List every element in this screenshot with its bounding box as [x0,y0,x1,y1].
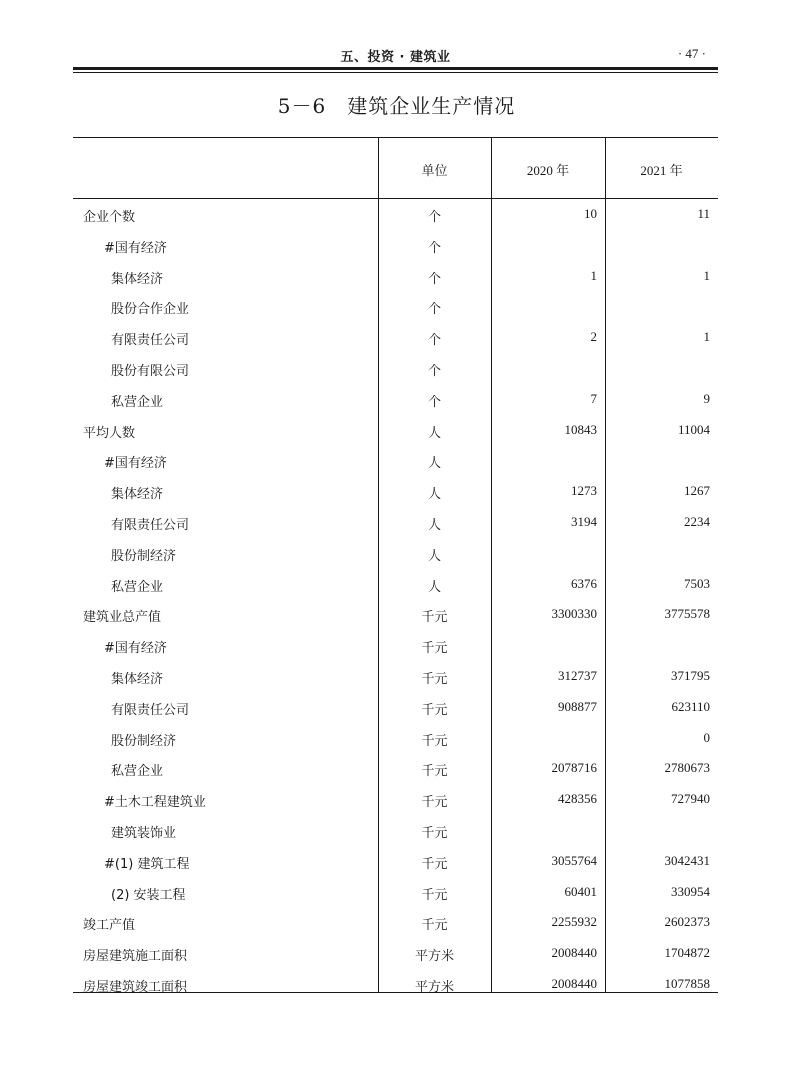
row-value-2021: 1 [703,267,710,283]
table-top-rule [73,137,718,138]
row-value-2020: 60401 [564,883,597,899]
row-value-2021: 0 [703,729,710,745]
row-label: 房屋建筑施工面积 [83,949,188,965]
table-row [73,937,718,968]
row-unit: 人 [427,517,441,533]
row-unit: 人 [427,456,441,472]
row-value-2021: 1077858 [664,975,710,991]
running-header [73,44,718,66]
row-value-2021: 7503 [684,575,710,591]
row-value-2021: 623110 [671,698,710,714]
row-label: 建筑业总产值 [83,610,162,626]
row-unit: 人 [427,487,441,503]
row-label: 房屋建筑竣工面积 [83,979,188,995]
row-unit: 千元 [421,610,448,626]
table-row [73,722,718,753]
row-label: 有限责任公司 [111,333,190,349]
table-row [73,752,718,783]
table-row [73,906,718,937]
row-unit: 千元 [421,825,448,841]
row-unit: 千元 [421,918,448,934]
row-label: #国有经济 [104,456,167,472]
table-row [73,537,718,568]
row-value-2021: 1704872 [664,945,710,961]
page-number: · 47 · [677,46,706,61]
table-row [73,629,718,660]
row-value-2020: 3055764 [551,852,597,868]
row-value-2021: 727940 [671,791,710,807]
row-unit: 千元 [421,795,448,811]
row-label: 有限责任公司 [111,702,190,718]
table-row [73,198,718,229]
table-row [73,876,718,907]
row-value-2020: 2008440 [551,975,597,991]
row-unit: 平方米 [414,949,454,965]
row-unit: 平方米 [414,979,454,995]
row-value-2021: 9 [703,390,710,406]
row-value-2020: 428356 [558,791,597,807]
table-title: 5－6 建筑企业生产情况 [277,94,516,118]
header-rule-thin [73,72,718,73]
table-row [73,598,718,629]
row-value-2020: 1273 [571,483,597,499]
row-label: 集体经济 [111,487,164,503]
table-body [73,198,718,994]
row-label: 有限责任公司 [111,517,190,533]
row-value-2021: 3775578 [664,606,710,622]
row-value-2020: 10843 [564,421,597,437]
row-value-2021: 11004 [677,421,710,437]
row-value-2020: 2255932 [551,914,597,930]
row-value-2020: 3300330 [551,606,597,622]
row-unit: 人 [427,579,441,595]
table-row [73,845,718,876]
table-row [73,814,718,845]
row-unit: 千元 [421,764,448,780]
row-value-2020: 908877 [558,698,597,714]
row-unit: 个 [427,333,441,349]
table-row [73,783,718,814]
row-unit: 人 [427,425,441,441]
row-value-2020: 2008440 [551,945,597,961]
table-row [73,414,718,445]
row-label: 股份制经济 [111,733,177,749]
row-unit: 个 [427,240,441,256]
row-value-2020: 3194 [571,513,597,529]
row-label: 股份制经济 [111,548,177,564]
row-unit: 千元 [421,887,448,903]
row-label: 股份有限公司 [111,363,190,379]
row-value-2021: 2780673 [664,760,710,776]
table-row [73,691,718,722]
row-value-2020: 10 [584,206,597,221]
row-label: 私营企业 [111,579,164,595]
row-unit: 千元 [421,641,448,657]
row-unit: 人 [427,548,441,564]
row-value-2020: 7 [590,390,597,406]
row-value-2021: 371795 [671,667,710,683]
row-label: 集体经济 [111,671,164,687]
row-value-2021: 3042431 [664,852,710,868]
row-label: #土木工程建筑业 [104,795,206,811]
row-label: 私营企业 [111,394,164,410]
row-label: 建筑装饰业 [111,825,177,841]
column-header-unit: 单位 [421,163,448,178]
row-value-2020: 2 [590,329,597,345]
row-value-2020: 6376 [571,575,597,591]
row-label: #国有经济 [104,641,167,657]
column-header-2021: 2021 年 [640,163,683,178]
row-value-2020: 1 [590,267,597,283]
table-row [73,383,718,414]
row-value-2021: 11 [697,206,710,221]
table-row [73,444,718,475]
row-value-2021: 330954 [671,883,710,899]
table-row [73,229,718,260]
row-unit: 千元 [421,702,448,718]
row-unit: 个 [427,271,441,287]
row-unit: 千元 [421,856,448,872]
table-row [73,475,718,506]
row-label: 企业个数 [83,210,136,225]
row-label: #国有经济 [104,240,167,256]
row-value-2021: 2234 [684,513,710,529]
row-label: (2) 安装工程 [111,887,186,903]
row-label: 私营企业 [111,764,164,780]
row-label: 集体经济 [111,271,164,287]
table-row [73,260,718,291]
column-header-2020: 2020 年 [526,163,570,178]
row-unit: 千元 [421,671,448,687]
table-row [73,568,718,599]
row-unit: 千元 [421,733,448,749]
table-row [73,290,718,321]
row-value-2021: 1 [703,329,710,345]
row-unit: 个 [427,302,441,318]
row-label: 平均人数 [83,425,136,441]
table-row [73,506,718,537]
table-row [73,968,718,994]
row-unit: 个 [427,210,441,225]
table-row [73,352,718,383]
table-row [73,321,718,352]
section-title: 五、投资 · 建筑业 [340,50,451,65]
row-value-2021: 2602373 [664,914,710,930]
row-value-2020: 2078716 [551,760,597,776]
row-label: #(1) 建筑工程 [104,856,190,872]
row-label: 股份合作企业 [111,302,190,318]
row-label: 竣工产值 [83,918,136,934]
row-value-2021: 1267 [684,483,710,499]
row-unit: 个 [427,363,441,379]
header-rule-thick [73,67,718,70]
table-row [73,660,718,691]
row-unit: 个 [427,394,441,410]
row-value-2020: 312737 [558,667,597,683]
